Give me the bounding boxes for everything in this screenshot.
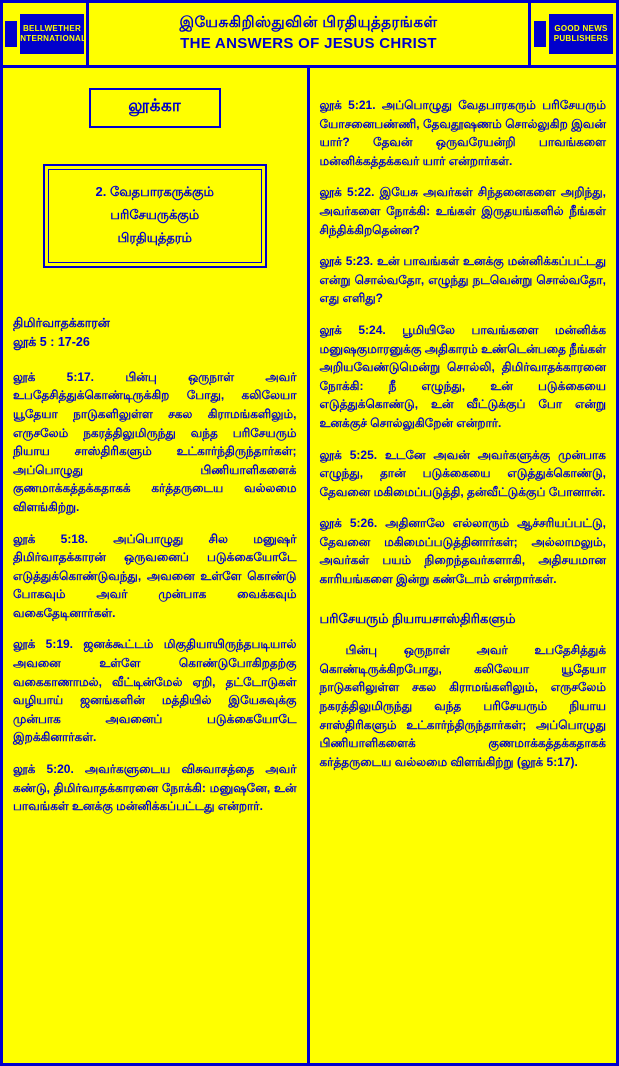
lesson-title-line2: பரிசேயருக்கும் — [110, 206, 200, 222]
verse-paragraph: லூக் 5:23. உன் பாவங்கள் உனக்கு மன்னிக்கப்பட்டது என்று சொல்வதோ, எழுந்து நடவென்று சொல்வதோ, எது எளிது? — [319, 254, 606, 306]
subsection-heading: பரிசேயரும் நியாயசாஸ்திரிகளும் — [319, 610, 516, 626]
header-titles — [89, 3, 528, 65]
section-heading-reference: லூக் 5 : 17-26 — [13, 335, 90, 349]
logo-left-line1: BELLWETHER — [22, 24, 82, 33]
lesson-title-line3: பிரதியுத்தரம் — [117, 229, 192, 245]
verse-paragraph: லூக் 5:26. அதினாலே எல்லாரும் ஆச்சரியப்பட்டு, தேவனை மகிமைப்படுத்தினார்கள்; அல்லாமலும், அவர்கள் பயம் நிறைந்தவர்களாகி, அதிசயமான காரியங்களை இன்று கண்டோம் என்றார்கள். — [319, 516, 606, 587]
publisher-logo-right — [528, 3, 616, 65]
verse-paragraph: லூக் 5:21. அப்பொழுது வேதபாரகரும் பரிசேயரும் யோசனைபண்ணி, தேவதூஷணம் சொல்லுகிற இவன் யார்? தேவன் ஒருவரேயன்றி பாவங்களை மன்னிக்கத்தக்கவர் யார் என்றார்கள். — [319, 98, 606, 168]
verse-paragraph: லூக் 5:22. இயேசு அவர்கள் சிந்தனைகளை அறிந்து, அவர்களை நோக்கி: உங்கள் இருதயங்களில் நீங்கள் சிந்திக்கிறதென்ன? — [319, 185, 606, 237]
section-heading — [13, 314, 297, 352]
title-english: THE ANSWERS OF JESUS CHRIST — [180, 35, 437, 53]
church-icon — [534, 21, 546, 47]
title-tamil: இயேசுகிறிஸ்துவின் பிரதியுத்தரங்கள் — [179, 14, 438, 32]
logo-right-line2: PUBLISHERS — [553, 34, 609, 43]
verse-paragraph: லூக் 5:17. பின்பு ஒருநாள் அவர் உபதேசித்துக்கொண்டிருக்கிற போது, கலிலேயா யூதேயா நாடுகளிலுள்ள சகல கிராமங்களிலும், எருசலேம் நகரத்திலுமிருந்து வந்த பரிசேயரும் நியாய சாஸ்திரிகளும் உட்கார்ந்திருந்தார்கள்; அப்பொழுது பிணியாளிகளைக் குணமாக்கத்தக்கதாகக் கர்த்தருடைய வல்லமை விளங்கிற்று. — [13, 369, 297, 514]
verse-paragraph: லூக் 5:18. அப்பொழுது சில மனுஷர் திமிர்வாதக்காரன் ஒருவனைப் படுக்கையோடே எடுத்துக்கொண்டுவந்து, அவனை உள்ளே கொண்டு போகவும் அவர் முன்பாக வைக்கவும் வகைதேடினார்கள். — [13, 531, 297, 620]
verse-paragraph: லூக் 5:19. ஜனக்கூட்டம் மிகுதியாயிருந்தபடியால் அவனை உள்ளே கொண்டுபோகிறதற்கு வகைகாணாமல், வீட்டின்மேல் ஏறி, தட்டோடுகள் வழியாய் ஜனங்களின் மத்தியில் இயேசுவுக்கு முன்பாக அவனைப் படுக்கையோடே இறக்கினார்கள். — [13, 637, 297, 745]
section-heading-title: திமிர்வாதக்காரன் — [13, 316, 110, 331]
bell-icon — [5, 21, 17, 47]
closing-paragraph: பின்பு ஒருநாள் அவர் உபதேசித்துக் கொண்டிருக்கிறபோது, கலிலேயா யூதேயா நாடுகளிலுள்ள சகல கிராமங்களிலும், எருசலேம் நகரத்திலுமிருந்து வந்த பரிசேயரும் நியாய சாஸ்திரிகளும் உட்கார்ந்திருந்தார்கள்; அப்பொழுது பிணியாளிகளைக் குணமாக்கத்தக்கதாகக் கர்த்தருடைய வல்லமை விளங்கிற்று (லூக் 5:17). — [319, 643, 606, 769]
lesson-title-box — [43, 164, 267, 268]
book-title-box: லூக்கா — [89, 88, 221, 128]
logo-right-line1: GOOD NEWS — [554, 24, 608, 33]
page-body — [3, 68, 616, 1063]
verse-paragraph: லூக் 5:24. பூமியிலே பாவங்களை மன்னிக்க மனுஷகுமாரனுக்கு அதிகாரம் உண்டென்பதை நீங்கள் அறியவேண்டுமென்று சொல்லி, திமிர்வாதக்காரனை நோக்கி: நீ எழுந்து, உன் படுக்கையை எடுத்துக்கொண்டு, உன் வீட்டுக்குப் போ என்று உனக்குச் சொல்லுகிறேன் என்றார். — [319, 322, 606, 430]
publisher-logo-left — [3, 3, 89, 65]
logo-left-line2: INTERNATIONAL — [17, 34, 87, 43]
right-column — [310, 68, 617, 1063]
page-header — [3, 3, 616, 68]
verse-paragraph: லூக் 5:20. அவர்களுடைய விசுவாசத்தை அவர் கண்டு, திமிர்வாதக்காரனை நோக்கி: மனுஷனே, உன் பாவங்கள் உனக்கு மன்னிக்கப்பட்டது என்றார். — [13, 762, 297, 814]
lesson-title-line1: 2. வேதபாரகருக்கும் — [95, 184, 214, 199]
left-column — [3, 68, 310, 1063]
verse-paragraph: லூக் 5:25. உடனே அவன் அவர்களுக்கு முன்பாக எழுந்து, தான் படுக்கையை எடுத்துக்கொண்டு, தேவனை மகிமைப்படுத்தி, தன்வீட்டுக்குப் போனான். — [319, 447, 606, 499]
